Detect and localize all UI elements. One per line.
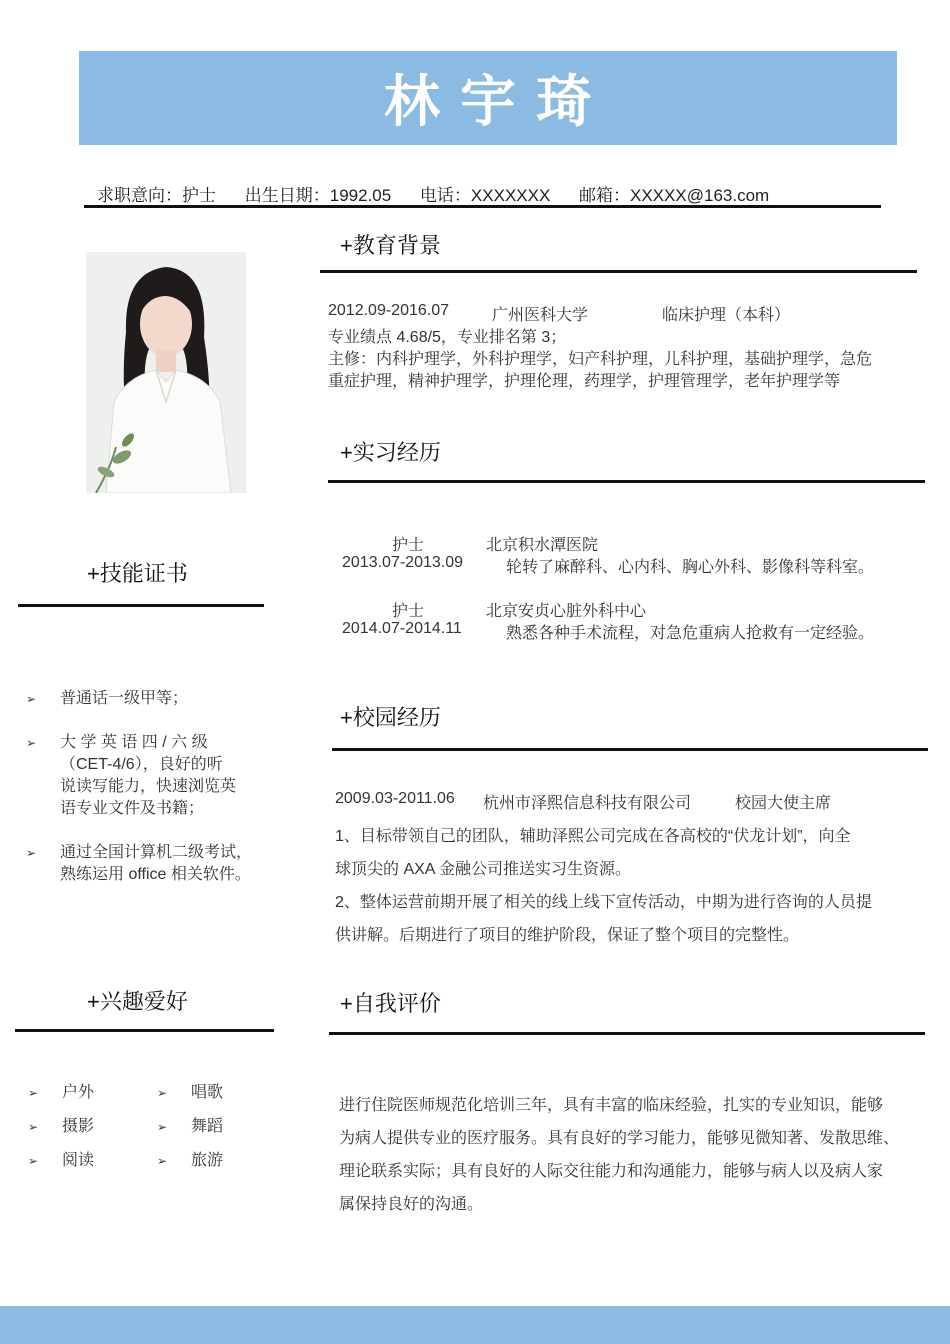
skill-line: 大 学 英 语 四 / 六 级	[60, 734, 208, 751]
internship-title: +实习经历	[340, 440, 441, 465]
candidate-name: 林宇琦	[384, 70, 612, 133]
campus-org: 杭州市泽熙信息科技有限公司	[483, 795, 692, 812]
hobby-label: 户外	[62, 1084, 95, 1101]
internship-org: 北京安贞心脏外科中心	[486, 603, 647, 620]
hobby-item	[28, 1116, 95, 1138]
bullet-arrow-icon: ➢	[157, 1086, 168, 1100]
education-school: 广州医科大学	[492, 307, 589, 324]
hobby-label: 舞蹈	[191, 1118, 224, 1135]
education-title: +教育背景	[340, 233, 441, 258]
hobbies-divider	[15, 1029, 274, 1032]
skill-item	[26, 688, 189, 710]
hobby-label: 唱歌	[191, 1084, 224, 1101]
campus-title: +校园经历	[340, 705, 441, 730]
hobby-item	[28, 1082, 95, 1104]
skill-line: 普通话一级甲等；	[60, 690, 189, 707]
self-eval-title: +自我评价	[340, 991, 441, 1016]
hobby-item	[157, 1116, 224, 1138]
email-label: 邮箱：	[579, 186, 631, 205]
internship-org: 北京积水潭医院	[486, 537, 599, 554]
campus-divider	[332, 748, 928, 751]
bullet-arrow-icon: ➢	[28, 1154, 39, 1168]
bullet-arrow-icon: ➢	[26, 846, 37, 860]
bullet-arrow-icon: ➢	[28, 1120, 39, 1134]
hobby-label: 阅读	[62, 1152, 95, 1169]
bullet-arrow-icon: ➢	[157, 1154, 168, 1168]
intent-label: 求职意向：	[97, 186, 182, 205]
internship-desc: 轮转了麻醉科、心内科、胸心外科、影像科等科室。	[506, 559, 875, 576]
campus-line: 2、整体运营前期开展了相关的线上线下宣传活动，中期为进行咨询的人员提	[335, 894, 872, 911]
portrait-illustration	[86, 252, 246, 493]
education-courses-line-1: 主修：内科护理学，外科护理学，妇产科护理，儿科护理，基础护理学，急危	[328, 351, 873, 368]
internship-divider	[328, 480, 925, 483]
skill-line: 说读写能力，快速浏览英	[60, 778, 237, 795]
phone-value: XXXXXXX	[470, 186, 551, 205]
internship-period: 2014.07-2014.11	[342, 620, 462, 637]
skills-title: +技能证书	[87, 561, 188, 586]
hobby-item	[157, 1082, 224, 1104]
campus-line: 1、目标带领自己的团队，辅助泽熙公司完成在各高校的“伏龙计划”，向全	[335, 828, 851, 845]
hobby-item	[157, 1150, 224, 1172]
footer-band	[0, 1306, 950, 1344]
skill-item	[26, 732, 237, 820]
skill-item	[26, 842, 253, 886]
self-eval-line: 为病人提供专业的医疗服务。具有良好的学习能力，能够见微知著、发散思维、	[339, 1130, 900, 1147]
email-value: XXXXX@163.com	[630, 186, 770, 205]
education-divider	[320, 270, 917, 273]
campus-period: 2009.03-2011.06	[335, 790, 455, 807]
internship-role: 护士	[392, 537, 425, 554]
campus-line: 球顶尖的 AXA 金融公司推送实习生资源。	[335, 861, 632, 878]
skill-line: 通过全国计算机二级考试，	[60, 844, 253, 861]
profile-photo	[86, 252, 246, 493]
education-gpa: 专业绩点 4.68/5，专业排名第 3；	[328, 329, 567, 346]
hobby-item	[28, 1150, 95, 1172]
bullet-arrow-icon: ➢	[26, 692, 37, 706]
skill-line: 语专业文件及书籍；	[60, 800, 205, 817]
bullet-arrow-icon: ➢	[26, 736, 37, 750]
bullet-arrow-icon: ➢	[157, 1120, 168, 1134]
self-eval-line: 进行住院医师规范化培训三年，具有丰富的临床经验，扎实的专业知识，能够	[339, 1097, 884, 1114]
campus-role: 校园大使主席	[735, 795, 832, 812]
education-courses-line-2: 重症护理，精神护理学，护理伦理，药理学，护理管理学，老年护理学等	[328, 373, 841, 390]
name-banner	[79, 51, 897, 145]
education-period: 2012.09-2016.07	[328, 302, 449, 319]
self-eval-line: 理论联系实际；具有良好的人际交往能力和沟通能力，能够与病人以及病人家	[339, 1163, 884, 1180]
contact-line	[97, 181, 793, 206]
hobby-label: 摄影	[62, 1118, 95, 1135]
bullet-arrow-icon: ➢	[28, 1086, 39, 1100]
internship-desc: 熟悉各种手术流程，对急危重病人抢救有一定经验。	[506, 625, 875, 642]
header-divider	[84, 205, 881, 208]
birth-label: 出生日期：	[244, 186, 330, 205]
intent-value: 护士	[182, 186, 216, 205]
skill-line: 熟练运用 office 相关软件。	[60, 866, 251, 883]
internship-role: 护士	[392, 603, 425, 620]
skill-line: （CET-4/6），良好的听	[60, 756, 223, 773]
self-eval-divider	[329, 1032, 925, 1035]
internship-period: 2013.07-2013.09	[342, 554, 463, 571]
hobby-label: 旅游	[191, 1152, 224, 1169]
campus-line: 供讲解。后期进行了项目的维护阶段，保证了整个项目的完整性。	[335, 927, 800, 944]
skills-divider	[18, 604, 264, 607]
self-eval-line: 属保持良好的沟通。	[339, 1196, 484, 1213]
hobbies-title: +兴趣爱好	[87, 989, 188, 1014]
education-major: 临床护理（本科）	[662, 307, 791, 324]
birth-value: 1992.05	[329, 186, 392, 205]
phone-label: 电话：	[419, 186, 471, 205]
